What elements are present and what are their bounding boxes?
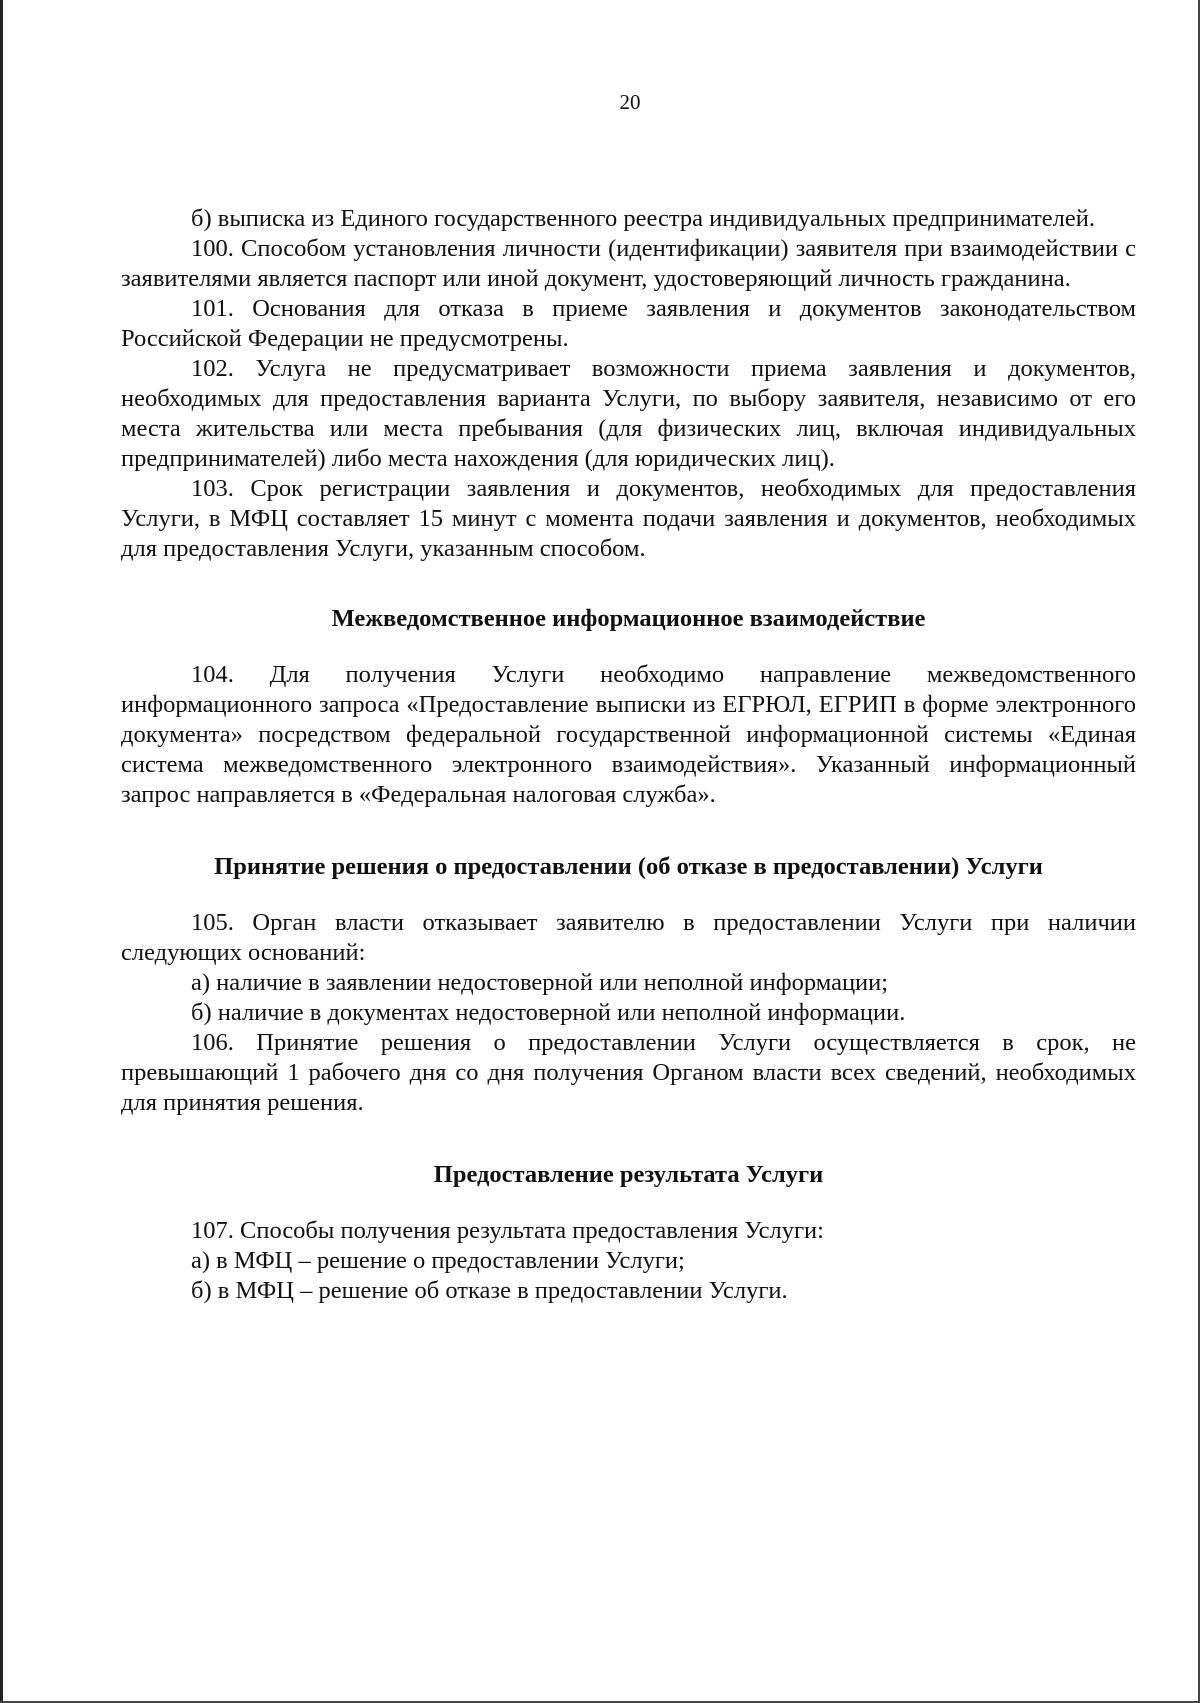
paragraph-106: 106. Принятие решения о предоставлении Услуги осуществляется в срок, не превышающий 1 рабочего дня со дня получения Органом власти всех сведений, необходимых для принятия решения.: [121, 1029, 1136, 1116]
paragraph-101: 101. Основания для отказа в приеме заявления и документов законодательством Российской Федерации не предусмотрены.: [121, 295, 1136, 352]
paragraph-104: 104. Для получения Услуги необходимо направление межведомственного информационного запроса «Предоставление выписки из ЕГРЮЛ, ЕГРИП в форме электронного документа» посредством федеральной государственной информационной системы «Единая система межведомственного электронного взаимодействия». Указанный информационный запрос направляется в «Федеральная налоговая служба».: [121, 661, 1136, 808]
paragraph-107b: б) в МФЦ – решение об отказе в предоставлении Услуги.: [191, 1277, 788, 1304]
paragraph-102: 102. Услуга не предусматривает возможности приема заявления и документов, необходимых для предоставления варианта Услуги, по выбору заявителя, независимо от его места жительства или места пребывания (для физических лиц, включая индивидуальных предпринимателей) либо места нахождения (для юридических лиц).: [121, 355, 1136, 472]
page-number: 20: [619, 90, 641, 114]
document-body: [121, 204, 1136, 1306]
paragraph-103: 103. Срок регистрации заявления и документов, необходимых для предоставления Услуги, в МФЦ составляет 15 минут с момента подачи заявления и документов, необходимых для предоставления Услуги, указанным способом.: [121, 475, 1136, 562]
scan-edge-left: [0, 0, 3, 1703]
paragraph-105a: а) наличие в заявлении недостоверной или неполной информации;: [191, 969, 889, 996]
paragraph-99b: б) выписка из Единого государственного реестра индивидуальных предпринимателей.: [191, 205, 1095, 232]
paragraph-105: 105. Орган власти отказывает заявителю в предоставлении Услуги при наличии следующих оснований:: [121, 909, 1136, 966]
section-heading-interagency: Межведомственное информационное взаимодействие: [331, 605, 926, 632]
section-heading-decision: Принятие решения о предоставлении (об отказе в предоставлении) Услуги: [214, 853, 1043, 880]
paragraph-100: 100. Способом установления личности (идентификации) заявителя при взаимодействии с заявителями является паспорт или иной документ, удостоверяющий личность гражданина.: [121, 235, 1136, 292]
paragraph-107: 107. Способы получения результата предоставления Услуги:: [191, 1217, 824, 1244]
paragraph-105b: б) наличие в документах недостоверной или неполной информации.: [191, 999, 906, 1026]
section-heading-result: Предоставление результата Услуги: [433, 1161, 824, 1188]
paragraph-107a: а) в МФЦ – решение о предоставлении Услуги;: [191, 1247, 685, 1274]
